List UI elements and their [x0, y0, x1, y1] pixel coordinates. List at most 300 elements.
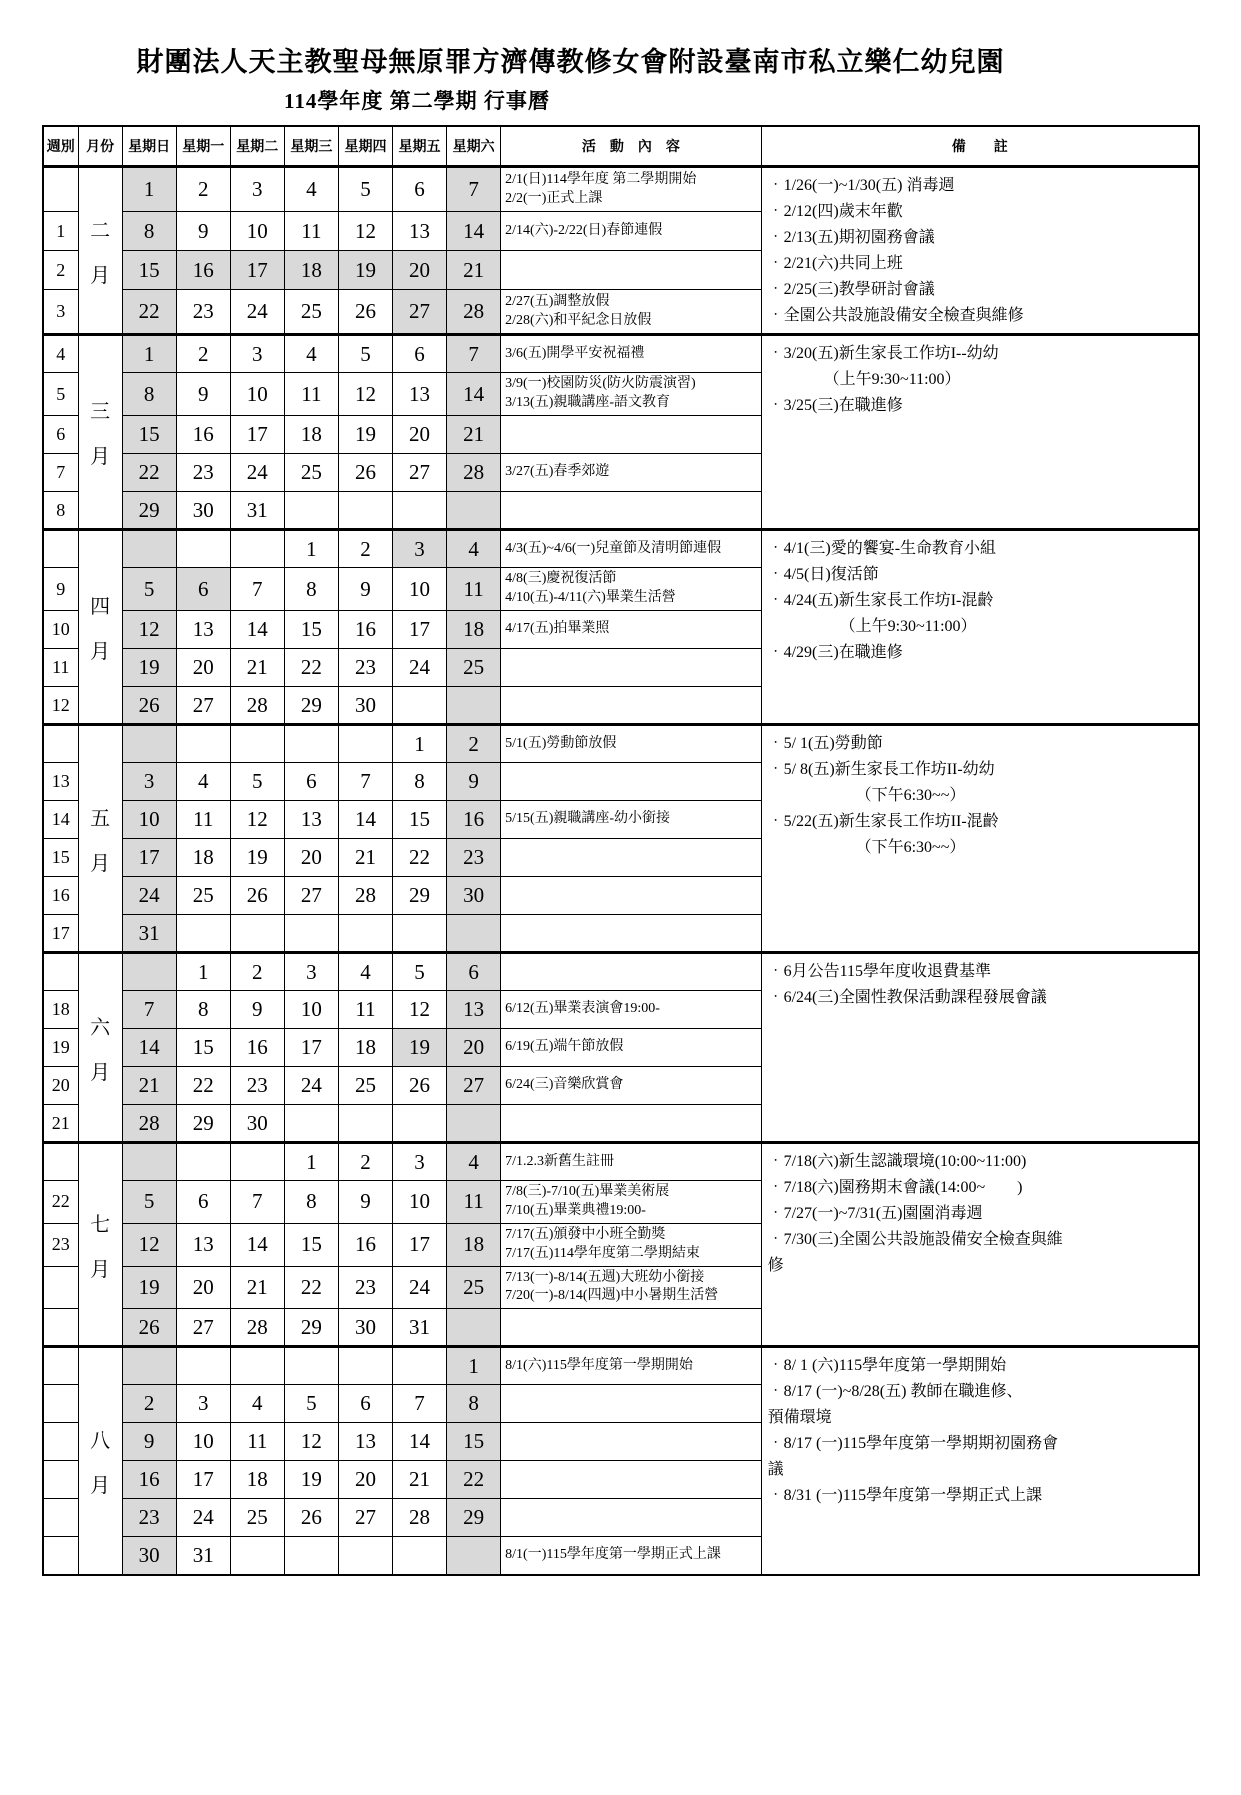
week-number-cell: 12 — [43, 687, 78, 725]
day-cell: 22 — [284, 1266, 338, 1309]
day-cell: 30 — [338, 1309, 392, 1347]
week-number-cell: 15 — [43, 839, 78, 877]
day-cell: 23 — [338, 649, 392, 687]
day-cell: 7 — [230, 568, 284, 611]
day-cell: 17 — [284, 1029, 338, 1067]
day-cell: 25 — [284, 290, 338, 335]
day-cell: 30 — [230, 1105, 284, 1143]
notes-cell: ‧6月公告115學年度收退費基準 ‧6/24(三)全園性教保活動課程發展會議 — [761, 953, 1199, 1143]
day-cell: 16 — [122, 1461, 176, 1499]
activity-cell — [501, 251, 761, 290]
day-cell — [447, 1105, 501, 1143]
day-cell: 28 — [122, 1105, 176, 1143]
day-cell: 17 — [122, 839, 176, 877]
month-label-cell: 二 月 — [78, 167, 122, 335]
day-cell: 20 — [284, 839, 338, 877]
day-cell: 21 — [447, 251, 501, 290]
notes-cell: ‧3/20(五)新生家長工作坊I--幼幼 （上午9:30~11:00） ‧3/25(三)在職進修 — [761, 335, 1199, 530]
day-cell: 18 — [176, 839, 230, 877]
day-cell: 10 — [122, 801, 176, 839]
day-cell: 6 — [393, 335, 447, 373]
day-cell: 20 — [176, 649, 230, 687]
day-cell: 19 — [122, 649, 176, 687]
day-cell: 4 — [284, 167, 338, 212]
day-cell — [284, 725, 338, 763]
activity-cell: 2/1(日)114學年度 第二學期開始 2/2(一)正式上課 — [501, 167, 761, 212]
day-cell: 10 — [230, 373, 284, 416]
day-cell: 28 — [447, 290, 501, 335]
week-number-cell: 17 — [43, 915, 78, 953]
day-cell: 16 — [176, 416, 230, 454]
day-cell — [176, 725, 230, 763]
day-cell: 5 — [338, 167, 392, 212]
day-cell: 5 — [393, 953, 447, 991]
day-cell: 29 — [393, 877, 447, 915]
day-cell: 18 — [447, 611, 501, 649]
calendar-body — [43, 167, 1199, 1575]
day-cell: 9 — [230, 991, 284, 1029]
calendar-row — [43, 167, 1199, 212]
week-number-cell — [43, 1143, 78, 1181]
day-cell: 6 — [284, 763, 338, 801]
day-cell — [122, 953, 176, 991]
day-cell — [230, 1537, 284, 1575]
day-cell: 5 — [230, 763, 284, 801]
day-cell: 12 — [393, 991, 447, 1029]
day-cell: 9 — [122, 1423, 176, 1461]
calendar-row — [43, 725, 1199, 763]
day-cell: 16 — [338, 1223, 392, 1266]
week-number-cell: 23 — [43, 1223, 78, 1266]
week-number-cell — [43, 1347, 78, 1385]
week-number-cell: 4 — [43, 335, 78, 373]
day-cell — [338, 1105, 392, 1143]
day-cell: 12 — [338, 373, 392, 416]
activity-cell: 2/27(五)調整放假 2/28(六)和平紀念日放假 — [501, 290, 761, 335]
activity-cell — [501, 1309, 761, 1347]
day-cell: 8 — [176, 991, 230, 1029]
column-header: 月份 — [78, 126, 122, 167]
day-cell: 10 — [393, 1181, 447, 1224]
day-cell: 2 — [176, 167, 230, 212]
day-cell: 15 — [122, 251, 176, 290]
day-cell: 20 — [338, 1461, 392, 1499]
day-cell: 15 — [447, 1423, 501, 1461]
calendar-row — [43, 530, 1199, 568]
column-header: 星期一 — [176, 126, 230, 167]
day-cell: 5 — [122, 1181, 176, 1224]
day-cell: 25 — [447, 1266, 501, 1309]
day-cell: 19 — [122, 1266, 176, 1309]
day-cell: 23 — [338, 1266, 392, 1309]
day-cell: 24 — [393, 1266, 447, 1309]
notes-cell: ‧1/26(一)~1/30(五) 消毒週 ‧2/12(四)歲末年歡 ‧2/13(五)期初園務會議 ‧2/21(六)共同上班 ‧2/25(三)教學研討會議 ‧全園公共設施設備安全檢查與維修 — [761, 167, 1199, 335]
day-cell: 18 — [338, 1029, 392, 1067]
day-cell: 14 — [230, 611, 284, 649]
day-cell: 6 — [338, 1385, 392, 1423]
day-cell: 7 — [447, 335, 501, 373]
day-cell — [447, 1309, 501, 1347]
day-cell: 4 — [338, 953, 392, 991]
day-cell: 29 — [447, 1499, 501, 1537]
activity-cell — [501, 687, 761, 725]
activity-cell: 8/1(六)115學年度第一學期開始 — [501, 1347, 761, 1385]
week-number-cell: 18 — [43, 991, 78, 1029]
day-cell: 14 — [393, 1423, 447, 1461]
activity-cell — [501, 649, 761, 687]
day-cell: 13 — [284, 801, 338, 839]
activity-cell: 3/9(一)校園防災(防火防震演習) 3/13(五)親職講座-語文教育 — [501, 373, 761, 416]
day-cell: 26 — [122, 1309, 176, 1347]
day-cell: 1 — [393, 725, 447, 763]
day-cell: 14 — [447, 212, 501, 251]
day-cell: 19 — [338, 251, 392, 290]
day-cell — [230, 1347, 284, 1385]
day-cell — [393, 915, 447, 953]
day-cell: 6 — [176, 1181, 230, 1224]
column-header: 星期三 — [284, 126, 338, 167]
day-cell — [122, 1143, 176, 1181]
column-header: 備 註 — [761, 126, 1199, 167]
calendar-row — [43, 1347, 1199, 1385]
day-cell: 21 — [447, 416, 501, 454]
page-subtitle: 114學年度 第二學期 行事曆 — [284, 89, 550, 113]
day-cell: 20 — [393, 416, 447, 454]
activity-cell — [501, 1385, 761, 1423]
day-cell: 18 — [447, 1223, 501, 1266]
week-number-cell — [43, 1266, 78, 1309]
day-cell: 12 — [122, 1223, 176, 1266]
day-cell — [338, 1537, 392, 1575]
week-number-cell — [43, 1537, 78, 1575]
day-cell: 4 — [447, 1143, 501, 1181]
day-cell: 24 — [230, 454, 284, 492]
page-title: 財團法人天主教聖母無原罪方濟傳教修女會附設臺南市私立樂仁幼兒園 — [136, 47, 1005, 77]
day-cell — [284, 1537, 338, 1575]
day-cell: 7 — [338, 763, 392, 801]
day-cell: 7 — [122, 991, 176, 1029]
day-cell — [122, 530, 176, 568]
day-cell — [284, 915, 338, 953]
day-cell: 5 — [122, 568, 176, 611]
week-number-cell: 13 — [43, 763, 78, 801]
day-cell: 20 — [447, 1029, 501, 1067]
week-number-cell — [43, 1499, 78, 1537]
month-label-cell: 三 月 — [78, 335, 122, 530]
day-cell: 10 — [230, 212, 284, 251]
day-cell: 25 — [284, 454, 338, 492]
day-cell: 26 — [230, 877, 284, 915]
day-cell: 9 — [338, 1181, 392, 1224]
day-cell — [176, 915, 230, 953]
day-cell: 16 — [230, 1029, 284, 1067]
activity-cell: 7/1.2.3新舊生註冊 — [501, 1143, 761, 1181]
day-cell: 17 — [230, 416, 284, 454]
notes-cell: ‧4/1(三)愛的饗宴-生命教育小組 ‧4/5(日)復活節 ‧4/24(五)新生家長工作坊I-混齡 （上午9:30~11:00） ‧4/29(三)在職進修 — [761, 530, 1199, 725]
day-cell: 13 — [393, 373, 447, 416]
week-number-cell: 1 — [43, 212, 78, 251]
day-cell: 9 — [176, 373, 230, 416]
column-header: 星期五 — [393, 126, 447, 167]
activity-cell — [501, 763, 761, 801]
day-cell: 2 — [176, 335, 230, 373]
day-cell: 5 — [338, 335, 392, 373]
day-cell — [447, 915, 501, 953]
day-cell: 27 — [393, 290, 447, 335]
activity-cell: 3/27(五)春季郊遊 — [501, 454, 761, 492]
week-number-cell — [43, 1423, 78, 1461]
day-cell — [284, 492, 338, 530]
activity-cell — [501, 839, 761, 877]
day-cell: 21 — [338, 839, 392, 877]
day-cell: 2 — [230, 953, 284, 991]
day-cell: 23 — [176, 454, 230, 492]
day-cell: 20 — [393, 251, 447, 290]
day-cell: 22 — [284, 649, 338, 687]
activity-cell — [501, 953, 761, 991]
day-cell — [447, 687, 501, 725]
day-cell — [176, 1347, 230, 1385]
day-cell — [393, 1105, 447, 1143]
day-cell — [393, 492, 447, 530]
day-cell: 8 — [284, 1181, 338, 1224]
week-number-cell: 6 — [43, 416, 78, 454]
day-cell: 15 — [284, 611, 338, 649]
calendar-table — [42, 125, 1200, 1576]
day-cell: 15 — [176, 1029, 230, 1067]
day-cell: 19 — [284, 1461, 338, 1499]
week-number-cell: 9 — [43, 568, 78, 611]
day-cell: 16 — [338, 611, 392, 649]
day-cell: 24 — [122, 877, 176, 915]
activity-cell: 7/8(三)-7/10(五)畢業美術展 7/10(五)畢業典禮19:00- — [501, 1181, 761, 1224]
day-cell — [393, 1347, 447, 1385]
day-cell: 23 — [230, 1067, 284, 1105]
day-cell: 6 — [447, 953, 501, 991]
day-cell: 14 — [122, 1029, 176, 1067]
day-cell: 29 — [122, 492, 176, 530]
day-cell: 18 — [230, 1461, 284, 1499]
day-cell: 3 — [230, 335, 284, 373]
notes-cell: ‧5/ 1(五)勞動節 ‧5/ 8(五)新生家長工作坊II-幼幼 （下午6:30~~） ‧5/22(五)新生家長工作坊II-混齡 （下午6:30~~） — [761, 725, 1199, 953]
day-cell: 26 — [338, 454, 392, 492]
week-number-cell: 5 — [43, 373, 78, 416]
page — [0, 40, 1241, 1795]
day-cell: 25 — [338, 1067, 392, 1105]
day-cell — [447, 492, 501, 530]
calendar-row — [43, 335, 1199, 373]
activity-cell: 4/17(五)拍畢業照 — [501, 611, 761, 649]
week-number-cell: 20 — [43, 1067, 78, 1105]
day-cell: 28 — [230, 687, 284, 725]
week-number-cell: 14 — [43, 801, 78, 839]
week-number-cell — [43, 1309, 78, 1347]
column-header: 星期六 — [447, 126, 501, 167]
activity-cell: 8/1(一)115學年度第一學期正式上課 — [501, 1537, 761, 1575]
day-cell — [393, 687, 447, 725]
day-cell: 3 — [176, 1385, 230, 1423]
day-cell: 4 — [447, 530, 501, 568]
day-cell: 24 — [284, 1067, 338, 1105]
week-number-cell — [43, 530, 78, 568]
day-cell: 11 — [230, 1423, 284, 1461]
activity-cell — [501, 1423, 761, 1461]
day-cell: 28 — [338, 877, 392, 915]
day-cell: 10 — [284, 991, 338, 1029]
day-cell — [284, 1347, 338, 1385]
column-header: 星期二 — [230, 126, 284, 167]
day-cell — [176, 530, 230, 568]
day-cell: 16 — [176, 251, 230, 290]
day-cell: 6 — [393, 167, 447, 212]
day-cell — [122, 725, 176, 763]
week-number-cell: 3 — [43, 290, 78, 335]
day-cell: 28 — [393, 1499, 447, 1537]
day-cell: 8 — [393, 763, 447, 801]
day-cell — [230, 725, 284, 763]
day-cell: 10 — [393, 568, 447, 611]
week-number-cell — [43, 953, 78, 991]
day-cell — [176, 1143, 230, 1181]
day-cell: 9 — [447, 763, 501, 801]
day-cell: 7 — [393, 1385, 447, 1423]
day-cell: 11 — [447, 568, 501, 611]
day-cell: 13 — [176, 1223, 230, 1266]
day-cell: 24 — [176, 1499, 230, 1537]
day-cell: 4 — [176, 763, 230, 801]
day-cell: 25 — [230, 1499, 284, 1537]
day-cell: 1 — [284, 1143, 338, 1181]
day-cell: 13 — [176, 611, 230, 649]
day-cell: 12 — [122, 611, 176, 649]
day-cell: 3 — [230, 167, 284, 212]
day-cell: 11 — [284, 212, 338, 251]
day-cell: 25 — [176, 877, 230, 915]
day-cell: 3 — [393, 1143, 447, 1181]
week-number-cell — [43, 1461, 78, 1499]
day-cell — [338, 915, 392, 953]
day-cell: 11 — [176, 801, 230, 839]
day-cell: 24 — [230, 290, 284, 335]
day-cell: 12 — [338, 212, 392, 251]
day-cell — [338, 1347, 392, 1385]
day-cell: 30 — [122, 1537, 176, 1575]
day-cell: 6 — [176, 568, 230, 611]
day-cell: 13 — [393, 212, 447, 251]
activity-cell: 4/3(五)~4/6(一)兒童節及清明節連假 — [501, 530, 761, 568]
week-number-cell: 2 — [43, 251, 78, 290]
day-cell: 30 — [338, 687, 392, 725]
day-cell: 23 — [176, 290, 230, 335]
week-number-cell: 11 — [43, 649, 78, 687]
day-cell: 21 — [230, 1266, 284, 1309]
day-cell: 8 — [122, 373, 176, 416]
day-cell: 31 — [393, 1309, 447, 1347]
activity-cell — [501, 492, 761, 530]
week-number-cell: 19 — [43, 1029, 78, 1067]
day-cell — [230, 1143, 284, 1181]
activity-cell: 7/17(五)頒發中小班全勤獎 7/17(五)114學年度第二學期結束 — [501, 1223, 761, 1266]
day-cell: 21 — [122, 1067, 176, 1105]
activity-cell: 7/13(一)-8/14(五週)大班幼小銜接 7/20(一)-8/14(四週)中小暑期生活營 — [501, 1266, 761, 1309]
activity-cell: 6/12(五)畢業表演會19:00- — [501, 991, 761, 1029]
calendar-row — [43, 953, 1199, 991]
day-cell — [122, 1347, 176, 1385]
day-cell: 18 — [284, 251, 338, 290]
day-cell: 3 — [122, 763, 176, 801]
day-cell: 12 — [284, 1423, 338, 1461]
day-cell: 17 — [393, 611, 447, 649]
day-cell: 22 — [122, 290, 176, 335]
column-header: 星期四 — [338, 126, 392, 167]
week-number-cell — [43, 725, 78, 763]
day-cell: 5 — [284, 1385, 338, 1423]
day-cell: 31 — [230, 492, 284, 530]
day-cell: 4 — [230, 1385, 284, 1423]
week-number-cell: 16 — [43, 877, 78, 915]
day-cell: 19 — [393, 1029, 447, 1067]
day-cell: 30 — [447, 877, 501, 915]
day-cell: 31 — [122, 915, 176, 953]
day-cell: 23 — [447, 839, 501, 877]
day-cell: 25 — [447, 649, 501, 687]
day-cell: 1 — [447, 1347, 501, 1385]
day-cell: 26 — [338, 290, 392, 335]
day-cell: 22 — [176, 1067, 230, 1105]
day-cell: 23 — [122, 1499, 176, 1537]
activity-cell: 4/8(三)慶祝復活節 4/10(五)-4/11(六)畢業生活營 — [501, 568, 761, 611]
day-cell: 22 — [447, 1461, 501, 1499]
day-cell: 31 — [176, 1537, 230, 1575]
activity-cell — [501, 877, 761, 915]
week-number-cell: 8 — [43, 492, 78, 530]
day-cell — [393, 1537, 447, 1575]
day-cell: 26 — [393, 1067, 447, 1105]
day-cell: 15 — [122, 416, 176, 454]
day-cell — [230, 915, 284, 953]
month-label-cell: 四 月 — [78, 530, 122, 725]
day-cell: 4 — [284, 335, 338, 373]
day-cell: 1 — [122, 167, 176, 212]
day-cell: 26 — [122, 687, 176, 725]
day-cell: 14 — [338, 801, 392, 839]
day-cell: 17 — [230, 251, 284, 290]
day-cell: 8 — [447, 1385, 501, 1423]
day-cell: 3 — [393, 530, 447, 568]
day-cell: 27 — [447, 1067, 501, 1105]
day-cell: 13 — [447, 991, 501, 1029]
day-cell: 19 — [230, 839, 284, 877]
day-cell: 24 — [393, 649, 447, 687]
day-cell: 18 — [284, 416, 338, 454]
day-cell: 11 — [447, 1181, 501, 1224]
activity-cell: 5/1(五)勞動節放假 — [501, 725, 761, 763]
day-cell: 29 — [284, 1309, 338, 1347]
day-cell: 27 — [176, 687, 230, 725]
day-cell: 28 — [230, 1309, 284, 1347]
day-cell: 27 — [338, 1499, 392, 1537]
week-number-cell: 10 — [43, 611, 78, 649]
day-cell: 28 — [447, 454, 501, 492]
activity-cell — [501, 1461, 761, 1499]
day-cell: 17 — [393, 1223, 447, 1266]
day-cell: 29 — [176, 1105, 230, 1143]
day-cell — [338, 492, 392, 530]
day-cell: 22 — [393, 839, 447, 877]
month-label-cell: 六 月 — [78, 953, 122, 1143]
activity-cell: 6/24(三)音樂欣賞會 — [501, 1067, 761, 1105]
day-cell: 14 — [447, 373, 501, 416]
